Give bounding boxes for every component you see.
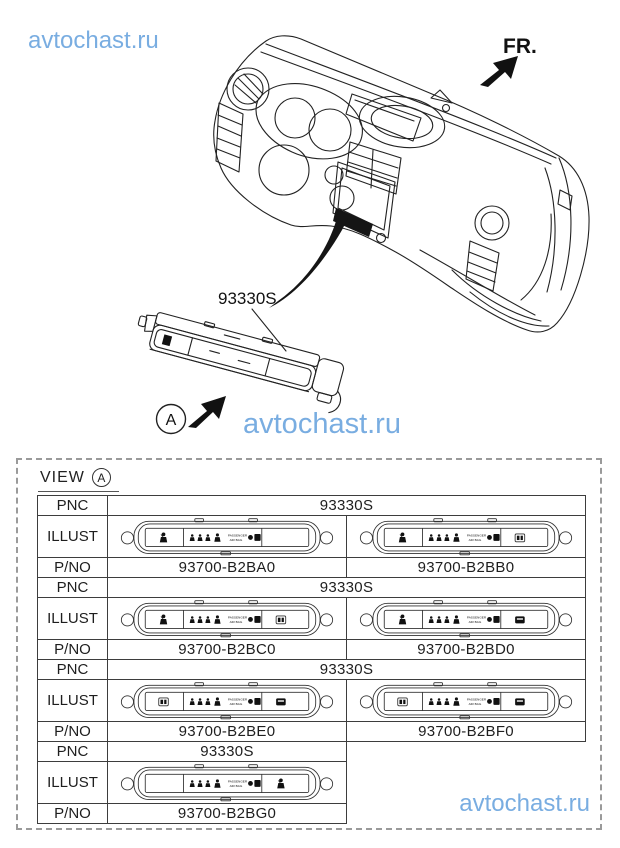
pno-cell bbox=[346, 721, 586, 742]
table-row-pno bbox=[38, 640, 586, 660]
pno-row-label: P/NO bbox=[37, 557, 108, 578]
table-row-illust bbox=[38, 598, 586, 640]
fr-direction-arrow-icon bbox=[480, 56, 518, 87]
pnc-row-label: PNC bbox=[37, 495, 108, 516]
switch-panel-illustration bbox=[111, 517, 343, 557]
pnc-value-text: 93330S bbox=[319, 579, 374, 596]
pno-cell bbox=[107, 721, 347, 742]
view-title bbox=[38, 468, 119, 492]
svg-text:AIR BAG: AIR BAG bbox=[468, 701, 482, 706]
pno-row-label: P/NO bbox=[37, 803, 108, 824]
svg-text:AIR BAG: AIR BAG bbox=[229, 619, 243, 624]
table-row-pno bbox=[38, 558, 586, 578]
switch-panel-illustration bbox=[350, 681, 582, 721]
part-number: 93700-B2BA0 bbox=[178, 559, 276, 576]
svg-text:PASSENGER: PASSENGER bbox=[466, 697, 487, 702]
defroster-vent bbox=[346, 94, 421, 141]
svg-text:AIR BAG: AIR BAG bbox=[229, 783, 243, 788]
switch-panel-illustration bbox=[350, 599, 582, 639]
instrument-cluster bbox=[256, 84, 362, 210]
illust-cell bbox=[346, 597, 586, 640]
illust-cell bbox=[107, 761, 347, 804]
svg-text:PASSENGER: PASSENGER bbox=[227, 615, 248, 620]
illust-row-label: ILLUST bbox=[37, 515, 108, 558]
switch-panel-illustration bbox=[111, 763, 343, 803]
pno-row-label: P/NO bbox=[37, 639, 108, 660]
svg-text:PASSENGER: PASSENGER bbox=[466, 615, 487, 620]
table-row-illust bbox=[38, 516, 586, 558]
left-vent-icon bbox=[216, 68, 269, 172]
pno-cell bbox=[107, 803, 347, 824]
table-row-pnc bbox=[38, 578, 586, 598]
parts-table bbox=[38, 496, 586, 824]
part-number: 93700-B2BD0 bbox=[417, 641, 515, 658]
right-vent-icon bbox=[466, 206, 509, 291]
illust-cell bbox=[346, 515, 586, 558]
svg-text:AIR BAG: AIR BAG bbox=[468, 537, 482, 542]
pointer-swoosh-arrow-icon bbox=[269, 214, 348, 308]
table-row-pno bbox=[38, 722, 586, 742]
pno-cell bbox=[107, 639, 347, 660]
view-title-marker: A bbox=[92, 468, 111, 487]
svg-text:PASSENGER: PASSENGER bbox=[227, 533, 248, 538]
pnc-row-label: PNC bbox=[37, 741, 108, 762]
svg-text:AIR BAG: AIR BAG bbox=[229, 537, 243, 542]
illust-cell bbox=[107, 679, 347, 722]
switch-panel-illustration bbox=[111, 681, 343, 721]
svg-text:PASSENGER: PASSENGER bbox=[227, 779, 248, 784]
view-table-panel bbox=[16, 458, 602, 830]
watermark-top-left: avtochast.ru bbox=[28, 27, 159, 54]
svg-text:AIR BAG: AIR BAG bbox=[229, 701, 243, 706]
view-title-label: VIEW bbox=[40, 468, 85, 486]
pnc-row-label: PNC bbox=[37, 577, 108, 598]
pno-cell bbox=[107, 557, 347, 578]
dashboard-outline bbox=[214, 36, 589, 332]
pno-row-label: P/NO bbox=[37, 721, 108, 742]
pnc-value bbox=[107, 659, 586, 680]
fr-label: FR. bbox=[503, 35, 537, 58]
pnc-value-text: 93330S bbox=[319, 661, 374, 678]
watermark-bottom-right: avtochast.ru bbox=[459, 790, 590, 817]
view-direction-arrow-icon bbox=[188, 396, 226, 428]
view-a-marker bbox=[157, 405, 186, 434]
svg-text:AIR BAG: AIR BAG bbox=[468, 619, 482, 624]
pnc-value-text: 93330S bbox=[200, 743, 254, 760]
illust-row-label: ILLUST bbox=[37, 761, 108, 804]
svg-text:PASSENGER: PASSENGER bbox=[466, 533, 487, 538]
pnc-value bbox=[107, 495, 586, 516]
table-row-pnc bbox=[38, 660, 586, 680]
switch-panel-illustration bbox=[111, 599, 343, 639]
pno-cell bbox=[346, 639, 586, 660]
pno-cell bbox=[346, 557, 586, 578]
table-row-pnc bbox=[38, 496, 586, 516]
illust-cell bbox=[346, 679, 586, 722]
part-code-label: 93330S bbox=[218, 289, 277, 308]
part-number: 93700-B2BG0 bbox=[177, 805, 277, 822]
svg-text:PASSENGER: PASSENGER bbox=[227, 697, 248, 702]
part-number: 93700-B2BF0 bbox=[418, 723, 514, 740]
illust-cell bbox=[107, 515, 347, 558]
table-row-illust bbox=[38, 680, 586, 722]
switch-panel-illustration bbox=[350, 517, 582, 557]
pnc-row-label: PNC bbox=[37, 659, 108, 680]
part-number: 93700-B2BB0 bbox=[417, 559, 515, 576]
switch-assembly-part bbox=[129, 305, 351, 415]
illust-row-label: ILLUST bbox=[37, 597, 108, 640]
table-row-pnc bbox=[38, 742, 586, 762]
pnc-value bbox=[107, 577, 586, 598]
illust-row-label: ILLUST bbox=[37, 679, 108, 722]
illust-cell bbox=[107, 597, 347, 640]
watermark-middle: avtochast.ru bbox=[243, 408, 401, 440]
pnc-value-text: 93330S bbox=[319, 497, 374, 514]
svg-text:A: A bbox=[165, 412, 177, 429]
pnc-value bbox=[107, 741, 347, 762]
part-number: 93700-B2BC0 bbox=[178, 641, 276, 658]
part-number: 93700-B2BE0 bbox=[178, 723, 276, 740]
